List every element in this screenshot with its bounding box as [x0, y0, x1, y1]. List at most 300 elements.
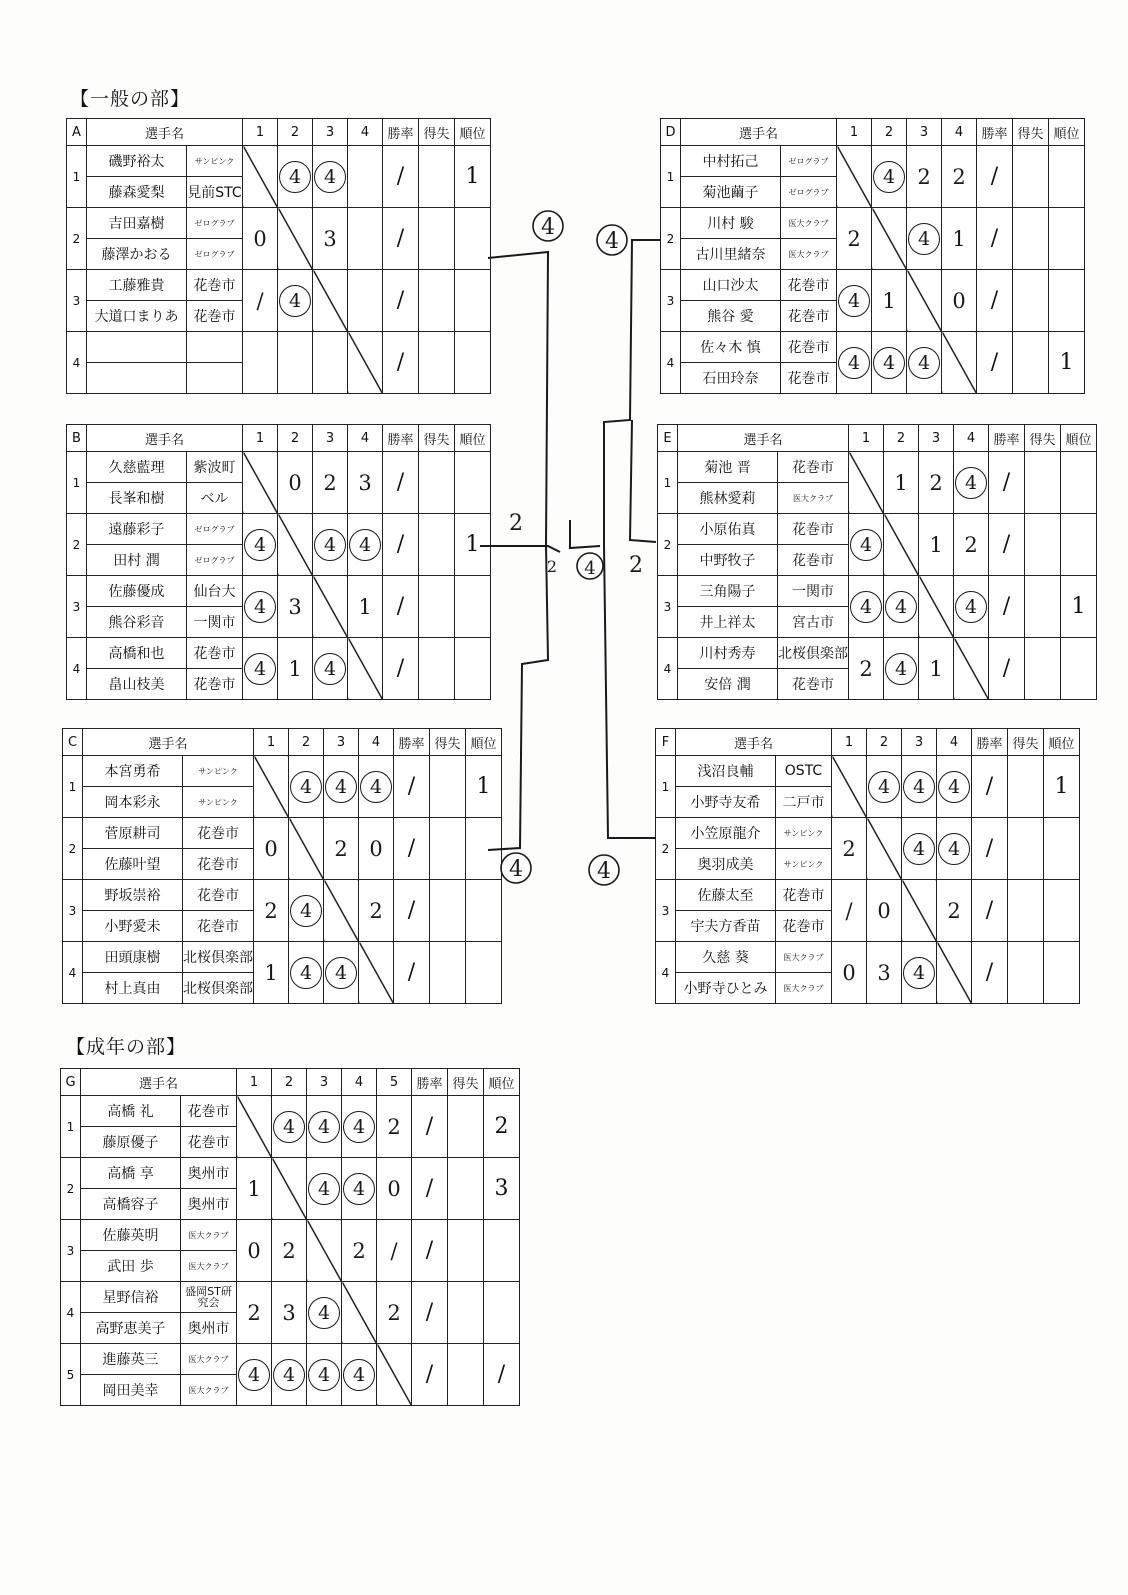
win-rate: /	[383, 638, 419, 700]
winning-score: 4	[955, 591, 987, 623]
player-name: 藤森愛梨	[87, 177, 187, 208]
winning-score: 4	[290, 895, 322, 927]
header-rank: 順位	[1061, 425, 1097, 452]
player-club: ベル	[187, 483, 243, 514]
row-number: 3	[656, 880, 676, 942]
header-opponent-4: 4	[359, 729, 394, 756]
match-score: 2	[313, 452, 348, 514]
winning-score: 4	[308, 1173, 340, 1205]
match-score: 0	[942, 270, 977, 332]
winning-score: 4	[938, 771, 970, 803]
player-club: 花巻市	[781, 270, 837, 301]
section-title-senior: 【成年の部】	[66, 1036, 187, 1058]
match-score: 1	[872, 270, 907, 332]
match-score: /	[832, 880, 867, 942]
player-club: 花巻市	[183, 849, 254, 880]
winning-score: 4	[273, 1111, 305, 1143]
player-club: ゼログラブ	[187, 545, 243, 576]
row-number: 5	[61, 1344, 81, 1406]
header-player-name: 選手名	[676, 729, 832, 756]
player-name: 佐藤叶望	[83, 849, 183, 880]
winning-score: 4	[343, 1359, 375, 1391]
match-score: 0	[359, 818, 394, 880]
player-name: 磯野裕太	[87, 146, 187, 177]
player-name: 浅沼良輔	[676, 756, 776, 787]
win-rate: /	[972, 942, 1008, 1004]
header-diff: 得失	[1025, 425, 1061, 452]
player-name: 三角陽子	[678, 576, 778, 607]
bracket-note-d: 4	[605, 229, 619, 254]
player-name: 山口沙太	[681, 270, 781, 301]
winning-score: 4	[343, 1111, 375, 1143]
header-opponent-4: 4	[942, 119, 977, 146]
player-name: 佐藤英明	[81, 1220, 181, 1251]
winning-score: 4	[279, 161, 311, 193]
player-club: 花巻市	[776, 880, 832, 911]
header-opponent-2: 2	[872, 119, 907, 146]
row-number: 2	[67, 514, 87, 576]
win-rate: /	[989, 452, 1025, 514]
player-name: 中村拓己	[681, 146, 781, 177]
player-club: 花巻市	[181, 1096, 237, 1127]
player-name: 高橋和也	[87, 638, 187, 669]
header-opponent-3: 3	[324, 729, 359, 756]
player-club: サンピンク	[776, 818, 832, 849]
bracket-note-a: 4	[541, 215, 555, 240]
row-number: 2	[658, 514, 678, 576]
winning-score: 4	[290, 957, 322, 989]
player-club: 花巻市	[183, 818, 254, 849]
player-name: 小野愛未	[83, 911, 183, 942]
group-label: G	[61, 1069, 81, 1096]
player-club: 花巻市	[187, 301, 243, 332]
row-number: 2	[656, 818, 676, 880]
win-rate: /	[989, 514, 1025, 576]
win-rate: /	[394, 942, 430, 1004]
header-opponent-1: 1	[237, 1069, 272, 1096]
player-club: 医大クラブ	[776, 942, 832, 973]
row-number: 1	[658, 452, 678, 514]
player-name: 菊池繭子	[681, 177, 781, 208]
header-diff: 得失	[1013, 119, 1049, 146]
match-score: 0	[243, 208, 278, 270]
match-score: 0	[377, 1158, 412, 1220]
player-club: 北桜倶楽部	[183, 942, 254, 973]
header-diff: 得失	[448, 1069, 484, 1096]
match-score: 3	[278, 576, 313, 638]
header-opponent-3: 3	[307, 1069, 342, 1096]
player-name: 野坂崇裕	[83, 880, 183, 911]
match-score: 2	[237, 1282, 272, 1344]
winning-score: 4	[244, 591, 276, 623]
winning-score: 4	[838, 347, 870, 379]
winning-score: 4	[360, 771, 392, 803]
header-opponent-4: 4	[954, 425, 989, 452]
header-opponent-2: 2	[884, 425, 919, 452]
player-name: 井上祥太	[678, 607, 778, 638]
row-number: 1	[63, 756, 83, 818]
match-score: 2	[942, 146, 977, 208]
winning-score: 4	[314, 529, 346, 561]
header-opponent-4: 4	[348, 425, 383, 452]
match-score: 3	[348, 452, 383, 514]
player-club: 医大クラブ	[781, 239, 837, 270]
header-opponent-3: 3	[313, 119, 348, 146]
player-club: 仙台大	[187, 576, 243, 607]
player-name: 高橋容子	[81, 1189, 181, 1220]
player-name: 中野牧子	[678, 545, 778, 576]
header-diff: 得失	[1008, 729, 1044, 756]
row-number: 1	[67, 452, 87, 514]
rank: 1	[1044, 756, 1080, 818]
header-opponent-2: 2	[272, 1069, 307, 1096]
winning-score: 4	[349, 529, 381, 561]
header-win-rate: 勝率	[383, 425, 419, 452]
player-name: 佐藤太至	[676, 880, 776, 911]
header-player-name: 選手名	[83, 729, 254, 756]
winning-score: 4	[308, 1359, 340, 1391]
player-name: 宇夫方香苗	[676, 911, 776, 942]
header-opponent-5: 5	[377, 1069, 412, 1096]
player-name: 高橋 享	[81, 1158, 181, 1189]
group-label: A	[67, 119, 87, 146]
player-name: 高野恵美子	[81, 1313, 181, 1344]
winning-score: 4	[868, 771, 900, 803]
match-score: 2	[359, 880, 394, 942]
match-score: 1	[278, 638, 313, 700]
header-win-rate: 勝率	[989, 425, 1025, 452]
header-player-name: 選手名	[81, 1069, 237, 1096]
win-rate: /	[383, 146, 419, 208]
rank: 1	[1061, 576, 1097, 638]
player-name: 佐藤優成	[87, 576, 187, 607]
player-club: サンピンク	[183, 787, 254, 818]
header-player-name: 選手名	[87, 425, 243, 452]
row-number: 3	[67, 576, 87, 638]
match-score: 2	[907, 146, 942, 208]
win-rate: /	[989, 638, 1025, 700]
match-score: 1	[919, 514, 954, 576]
player-club: 花巻市	[778, 452, 849, 483]
player-club: 医大クラブ	[181, 1251, 237, 1282]
player-club: ゼログラブ	[187, 208, 243, 239]
winning-score: 4	[903, 957, 935, 989]
player-name: 藤原優子	[81, 1127, 181, 1158]
winning-score: 4	[238, 1359, 270, 1391]
player-name: 進藤英三	[81, 1344, 181, 1375]
winning-score: 4	[885, 591, 917, 623]
player-club: 花巻市	[187, 669, 243, 700]
player-club: 医大クラブ	[778, 483, 849, 514]
player-club: 奥州市	[181, 1313, 237, 1344]
group-label: D	[661, 119, 681, 146]
group-label: B	[67, 425, 87, 452]
rank: 1	[1049, 332, 1085, 394]
match-score: 2	[377, 1282, 412, 1344]
win-rate: /	[412, 1282, 448, 1344]
player-club: 花巻市	[778, 669, 849, 700]
winning-score: 4	[903, 833, 935, 865]
player-name: 畠山枝美	[87, 669, 187, 700]
win-rate: /	[972, 880, 1008, 942]
player-club: ゼログラブ	[781, 177, 837, 208]
match-score: 2	[837, 208, 872, 270]
player-club: ゼログラブ	[187, 514, 243, 545]
player-club: サンピンク	[183, 756, 254, 787]
player-name: 石田玲奈	[681, 363, 781, 394]
row-number: 3	[63, 880, 83, 942]
winning-score: 4	[290, 771, 322, 803]
winning-score: 4	[873, 161, 905, 193]
rank: 1	[466, 756, 502, 818]
header-player-name: 選手名	[678, 425, 849, 452]
row-number: 4	[63, 942, 83, 1004]
header-opponent-1: 1	[837, 119, 872, 146]
win-rate: /	[972, 818, 1008, 880]
player-club: ゼログラブ	[781, 146, 837, 177]
win-rate: /	[977, 270, 1013, 332]
match-score: 1	[237, 1158, 272, 1220]
player-name: 岡本彩永	[83, 787, 183, 818]
player-club: 二戸市	[776, 787, 832, 818]
header-opponent-2: 2	[278, 425, 313, 452]
row-number: 2	[61, 1158, 81, 1220]
header-opponent-3: 3	[919, 425, 954, 452]
header-opponent-1: 1	[849, 425, 884, 452]
player-club: 花巻市	[781, 363, 837, 394]
header-rank: 順位	[484, 1069, 520, 1096]
bracket-note-final: 4	[584, 558, 596, 579]
rank: 2	[484, 1096, 520, 1158]
player-name: 小野寺友希	[676, 787, 776, 818]
row-number: 4	[67, 332, 87, 394]
win-rate: /	[412, 1220, 448, 1282]
player-club: 医大クラブ	[781, 208, 837, 239]
row-number: 2	[67, 208, 87, 270]
player-club: 医大クラブ	[776, 973, 832, 1004]
header-win-rate: 勝率	[972, 729, 1008, 756]
header-player-name: 選手名	[681, 119, 837, 146]
header-diff: 得失	[419, 119, 455, 146]
player-club: 一関市	[778, 576, 849, 607]
player-club: 花巻市	[181, 1127, 237, 1158]
player-name: 小笠原龍介	[676, 818, 776, 849]
winning-score: 4	[908, 223, 940, 255]
winning-score: 4	[244, 529, 276, 561]
header-diff: 得失	[430, 729, 466, 756]
player-name: 岡田美幸	[81, 1375, 181, 1406]
player-club: 宮古市	[778, 607, 849, 638]
player-club: 花巻市	[781, 332, 837, 363]
win-rate: /	[383, 514, 419, 576]
winning-score: 4	[838, 285, 870, 317]
header-rank: 順位	[455, 425, 491, 452]
player-club: サンピンク	[187, 146, 243, 177]
player-club: 花巻市	[778, 514, 849, 545]
player-club: 花巻市	[778, 545, 849, 576]
header-rank: 順位	[455, 119, 491, 146]
win-rate: /	[989, 576, 1025, 638]
player-club: 奥州市	[181, 1158, 237, 1189]
player-club: 花巻市	[183, 911, 254, 942]
header-opponent-1: 1	[832, 729, 867, 756]
row-number: 4	[661, 332, 681, 394]
player-name: 菅原耕司	[83, 818, 183, 849]
match-score: 0	[237, 1220, 272, 1282]
header-opponent-1: 1	[243, 119, 278, 146]
win-rate: /	[972, 756, 1008, 818]
header-rank: 順位	[1044, 729, 1080, 756]
winning-score: 4	[850, 591, 882, 623]
player-name: 小原佑真	[678, 514, 778, 545]
winning-score: 4	[343, 1173, 375, 1205]
match-score: 2	[272, 1220, 307, 1282]
player-name: 本宮勇希	[83, 756, 183, 787]
header-opponent-3: 3	[902, 729, 937, 756]
player-name: 奥羽成美	[676, 849, 776, 880]
player-name: 佐々木 慎	[681, 332, 781, 363]
match-score: 1	[348, 576, 383, 638]
header-opponent-3: 3	[907, 119, 942, 146]
win-rate: /	[412, 1344, 448, 1406]
winning-score: 4	[308, 1297, 340, 1329]
player-club: 医大クラブ	[181, 1344, 237, 1375]
winning-score: 4	[908, 347, 940, 379]
match-score: 2	[832, 818, 867, 880]
player-club: サンピンク	[776, 849, 832, 880]
rank: 1	[455, 146, 491, 208]
player-club: 花巻市	[183, 880, 254, 911]
player-name: 長峯和樹	[87, 483, 187, 514]
match-score: 1	[254, 942, 289, 1004]
player-name: 熊谷彩音	[87, 607, 187, 638]
row-number: 3	[658, 576, 678, 638]
row-number: 1	[67, 146, 87, 208]
player-name: 田村 潤	[87, 545, 187, 576]
match-score: 1	[919, 638, 954, 700]
winning-score: 4	[273, 1359, 305, 1391]
win-rate: /	[394, 756, 430, 818]
bracket-note-c: 4	[509, 857, 523, 882]
match-score: 2	[324, 818, 359, 880]
match-score: 2	[342, 1220, 377, 1282]
row-number: 4	[658, 638, 678, 700]
player-club: 奥州市	[181, 1189, 237, 1220]
row-number: 3	[61, 1220, 81, 1282]
match-score: 3	[313, 208, 348, 270]
row-number: 4	[61, 1282, 81, 1344]
win-rate: /	[383, 332, 419, 394]
rank: 3	[484, 1158, 520, 1220]
match-score: 2	[254, 880, 289, 942]
row-number: 3	[661, 270, 681, 332]
match-score: 1	[942, 208, 977, 270]
row-number: 4	[656, 942, 676, 1004]
header-win-rate: 勝率	[383, 119, 419, 146]
winning-score: 4	[955, 467, 987, 499]
group-label: E	[658, 425, 678, 452]
winning-score: 4	[325, 957, 357, 989]
player-club: 見前STC	[187, 177, 243, 208]
win-rate: /	[977, 208, 1013, 270]
player-club: 北桜倶楽部	[183, 973, 254, 1004]
player-club: 一関市	[187, 607, 243, 638]
winning-score: 4	[903, 771, 935, 803]
match-score: 0	[832, 942, 867, 1004]
player-name: 吉田嘉樹	[87, 208, 187, 239]
player-club: 医大クラブ	[181, 1220, 237, 1251]
match-score: 2	[377, 1096, 412, 1158]
match-score: 2	[954, 514, 989, 576]
header-win-rate: 勝率	[412, 1069, 448, 1096]
header-player-name: 選手名	[87, 119, 243, 146]
player-club: 盛岡ST研究会	[181, 1282, 237, 1313]
header-opponent-1: 1	[243, 425, 278, 452]
header-opponent-4: 4	[342, 1069, 377, 1096]
match-score: 2	[849, 638, 884, 700]
player-name: 武田 歩	[81, 1251, 181, 1282]
player-club: 花巻市	[187, 270, 243, 301]
win-rate: /	[394, 818, 430, 880]
player-name: 熊林愛莉	[678, 483, 778, 514]
winning-score: 4	[244, 653, 276, 685]
player-name: 星野信裕	[81, 1282, 181, 1313]
header-rank: 順位	[1049, 119, 1085, 146]
match-score: 0	[278, 452, 313, 514]
player-name: 藤澤かおる	[87, 239, 187, 270]
winning-score: 4	[873, 347, 905, 379]
win-rate: /	[383, 452, 419, 514]
header-opponent-2: 2	[289, 729, 324, 756]
player-club: 花巻市	[187, 638, 243, 669]
player-club: ゼログラブ	[187, 239, 243, 270]
header-rank: 順位	[466, 729, 502, 756]
bracket-note-b: 2	[509, 511, 523, 536]
header-opponent-4: 4	[937, 729, 972, 756]
row-number: 3	[67, 270, 87, 332]
match-score: 1	[884, 452, 919, 514]
section-title-general: 【一般の部】	[70, 88, 191, 110]
row-number: 4	[67, 638, 87, 700]
player-club: OSTC	[776, 756, 832, 787]
player-name: 久慈藍理	[87, 452, 187, 483]
header-opponent-3: 3	[313, 425, 348, 452]
player-name: 小野寺ひとみ	[676, 973, 776, 1004]
group-label: F	[656, 729, 676, 756]
match-score: 3	[867, 942, 902, 1004]
header-opponent-2: 2	[867, 729, 902, 756]
win-rate: /	[412, 1096, 448, 1158]
win-rate: /	[977, 332, 1013, 394]
player-club: 花巻市	[776, 911, 832, 942]
bracket-note-f: 4	[597, 859, 611, 884]
player-name: 熊谷 愛	[681, 301, 781, 332]
header-win-rate: 勝率	[977, 119, 1013, 146]
win-rate: /	[383, 208, 419, 270]
player-name: 川村 駿	[681, 208, 781, 239]
player-name: 遠藤彩子	[87, 514, 187, 545]
rank: 1	[455, 514, 491, 576]
bracket-note-final-left: 2	[546, 557, 558, 576]
win-rate: /	[977, 146, 1013, 208]
match-score: /	[377, 1220, 412, 1282]
header-opponent-1: 1	[254, 729, 289, 756]
row-number: 2	[63, 818, 83, 880]
match-score: 3	[272, 1282, 307, 1344]
winning-score: 4	[279, 285, 311, 317]
win-rate: /	[412, 1158, 448, 1220]
match-score: 0	[867, 880, 902, 942]
